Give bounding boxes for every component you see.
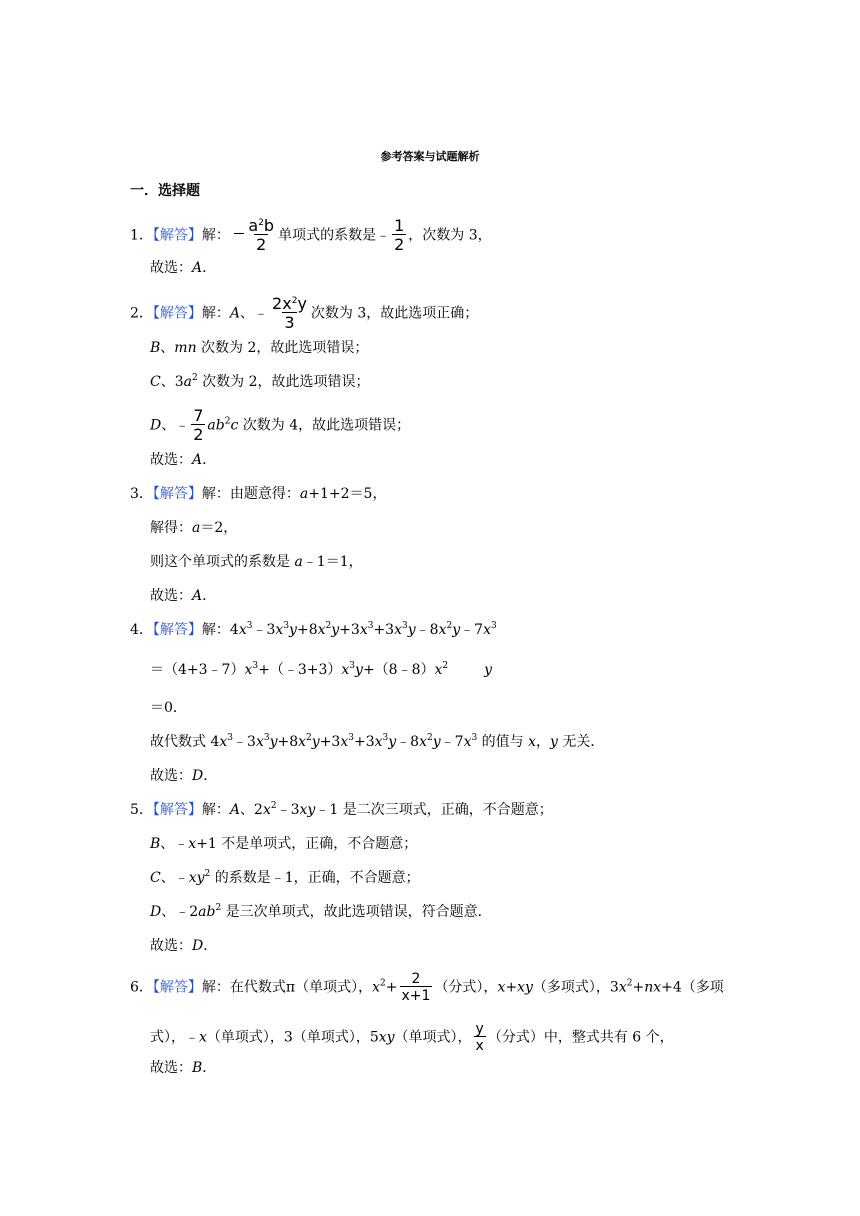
section-heading: 一．选择题 [130, 183, 200, 199]
q2-option-d: D、﹣ $\frac{7}{2}$ $ab^2c$ 次数为 4，故此选项错误； [150, 406, 411, 444]
q4-expression: $4x^3﹣3x^3y+8x^2y+3x^3+3x^3y﹣8x^2y﹣7x^3$ [229, 621, 497, 638]
q2-option-c: C、$3a^2$ 次数为 2，故此选项错误； [150, 373, 370, 390]
q5-option-d: D、$﹣2ab^2$ 是三次单项式，故此选项错误，符合题意． [150, 903, 492, 920]
q6-fraction: $\frac{2}{x+1}$ [401, 971, 431, 1004]
q6-fraction-2: $\frac{y}{x}$ [475, 1021, 484, 1054]
q6-choose: 故选：B． [150, 1060, 217, 1076]
q4-line2: $=(4+3﹣7)x^3+(﹣3+3)x^3y+(8﹣8)x^2$ y [150, 661, 493, 678]
q3-choose: 故选：A． [150, 588, 217, 604]
q6-line2: 式），﹣x（单项式），3（单项式），5xy（单项式）， $\frac{y}{x}$ （分式）中，整式共有 6 个， [150, 1021, 674, 1054]
q3-line2: 解得：a＝2， [150, 520, 238, 536]
q4-line1: 4．【解答】解：$4x^3﹣3x^3y+8x^2y+3x^3+3x^3y﹣8x^2y﹣7x^3$ [130, 621, 497, 638]
q5-choose: 故选：D． [150, 938, 218, 954]
q1-coef-fraction: $\frac{1}{2}$ [394, 216, 405, 254]
q5-option-c: C、$﹣xy^2$ 的系数是﹣1，正确，不合题意； [150, 869, 420, 886]
q4-line4: 故代数式 $4x^3﹣3x^3y+8x^2y+3x^3+3x^3y﹣8x^2y﹣7x^3$ 的值与 x，y 无关． [150, 733, 605, 750]
q5-line1: 5．【解答】解：A、$2x^2﹣3xy﹣1$ 是二次三项式，正确，不合题意； [130, 801, 553, 818]
q3-line1: 3．【解答】解：由题意得：a+1+2＝5， [130, 486, 387, 502]
q4-choose: 故选：D． [150, 768, 218, 784]
q3-line3: 则这个单项式的系数是 a﹣1＝1， [150, 554, 363, 570]
q1-line1: 1．【解答】解： $\frac{a^2b}{2}$ 单项式的系数是﹣ $\frac{1}{2}$ ，次数为 3， [130, 216, 492, 254]
q2-fraction: $\frac{2x^2y}{3}$ [272, 294, 307, 332]
q2-d-fraction: $\frac{7}{2}$ [193, 406, 204, 444]
q6-line1: 6．【解答】解：在代数式π（单项式），$x^2+$ $\frac{2}{x+1}$ （分式），x+xy（多项式），$3x^2+nx+4$（多项 [130, 971, 724, 1004]
solution-tag: 【解答】 [152, 227, 202, 244]
page-title: 参考答案与试题解析 [380, 150, 480, 163]
q2-line1: 2．【解答】解：A、﹣ $\frac{2x^2y}{3}$ 次数为 3，故此选项正确； [130, 294, 479, 332]
q1-choose: 故选：A． [150, 260, 217, 276]
q2-option-b: B、mn 次数为 2，故此选项错误； [150, 340, 369, 356]
q5-option-b: B、﹣x+1 不是单项式，正确，不合题意； [150, 836, 418, 852]
q2-choose: 故选：A． [150, 452, 217, 468]
q1-fraction: $\frac{a^2b}{2}$ [248, 216, 275, 254]
q4-line3: ＝0． [150, 700, 187, 716]
